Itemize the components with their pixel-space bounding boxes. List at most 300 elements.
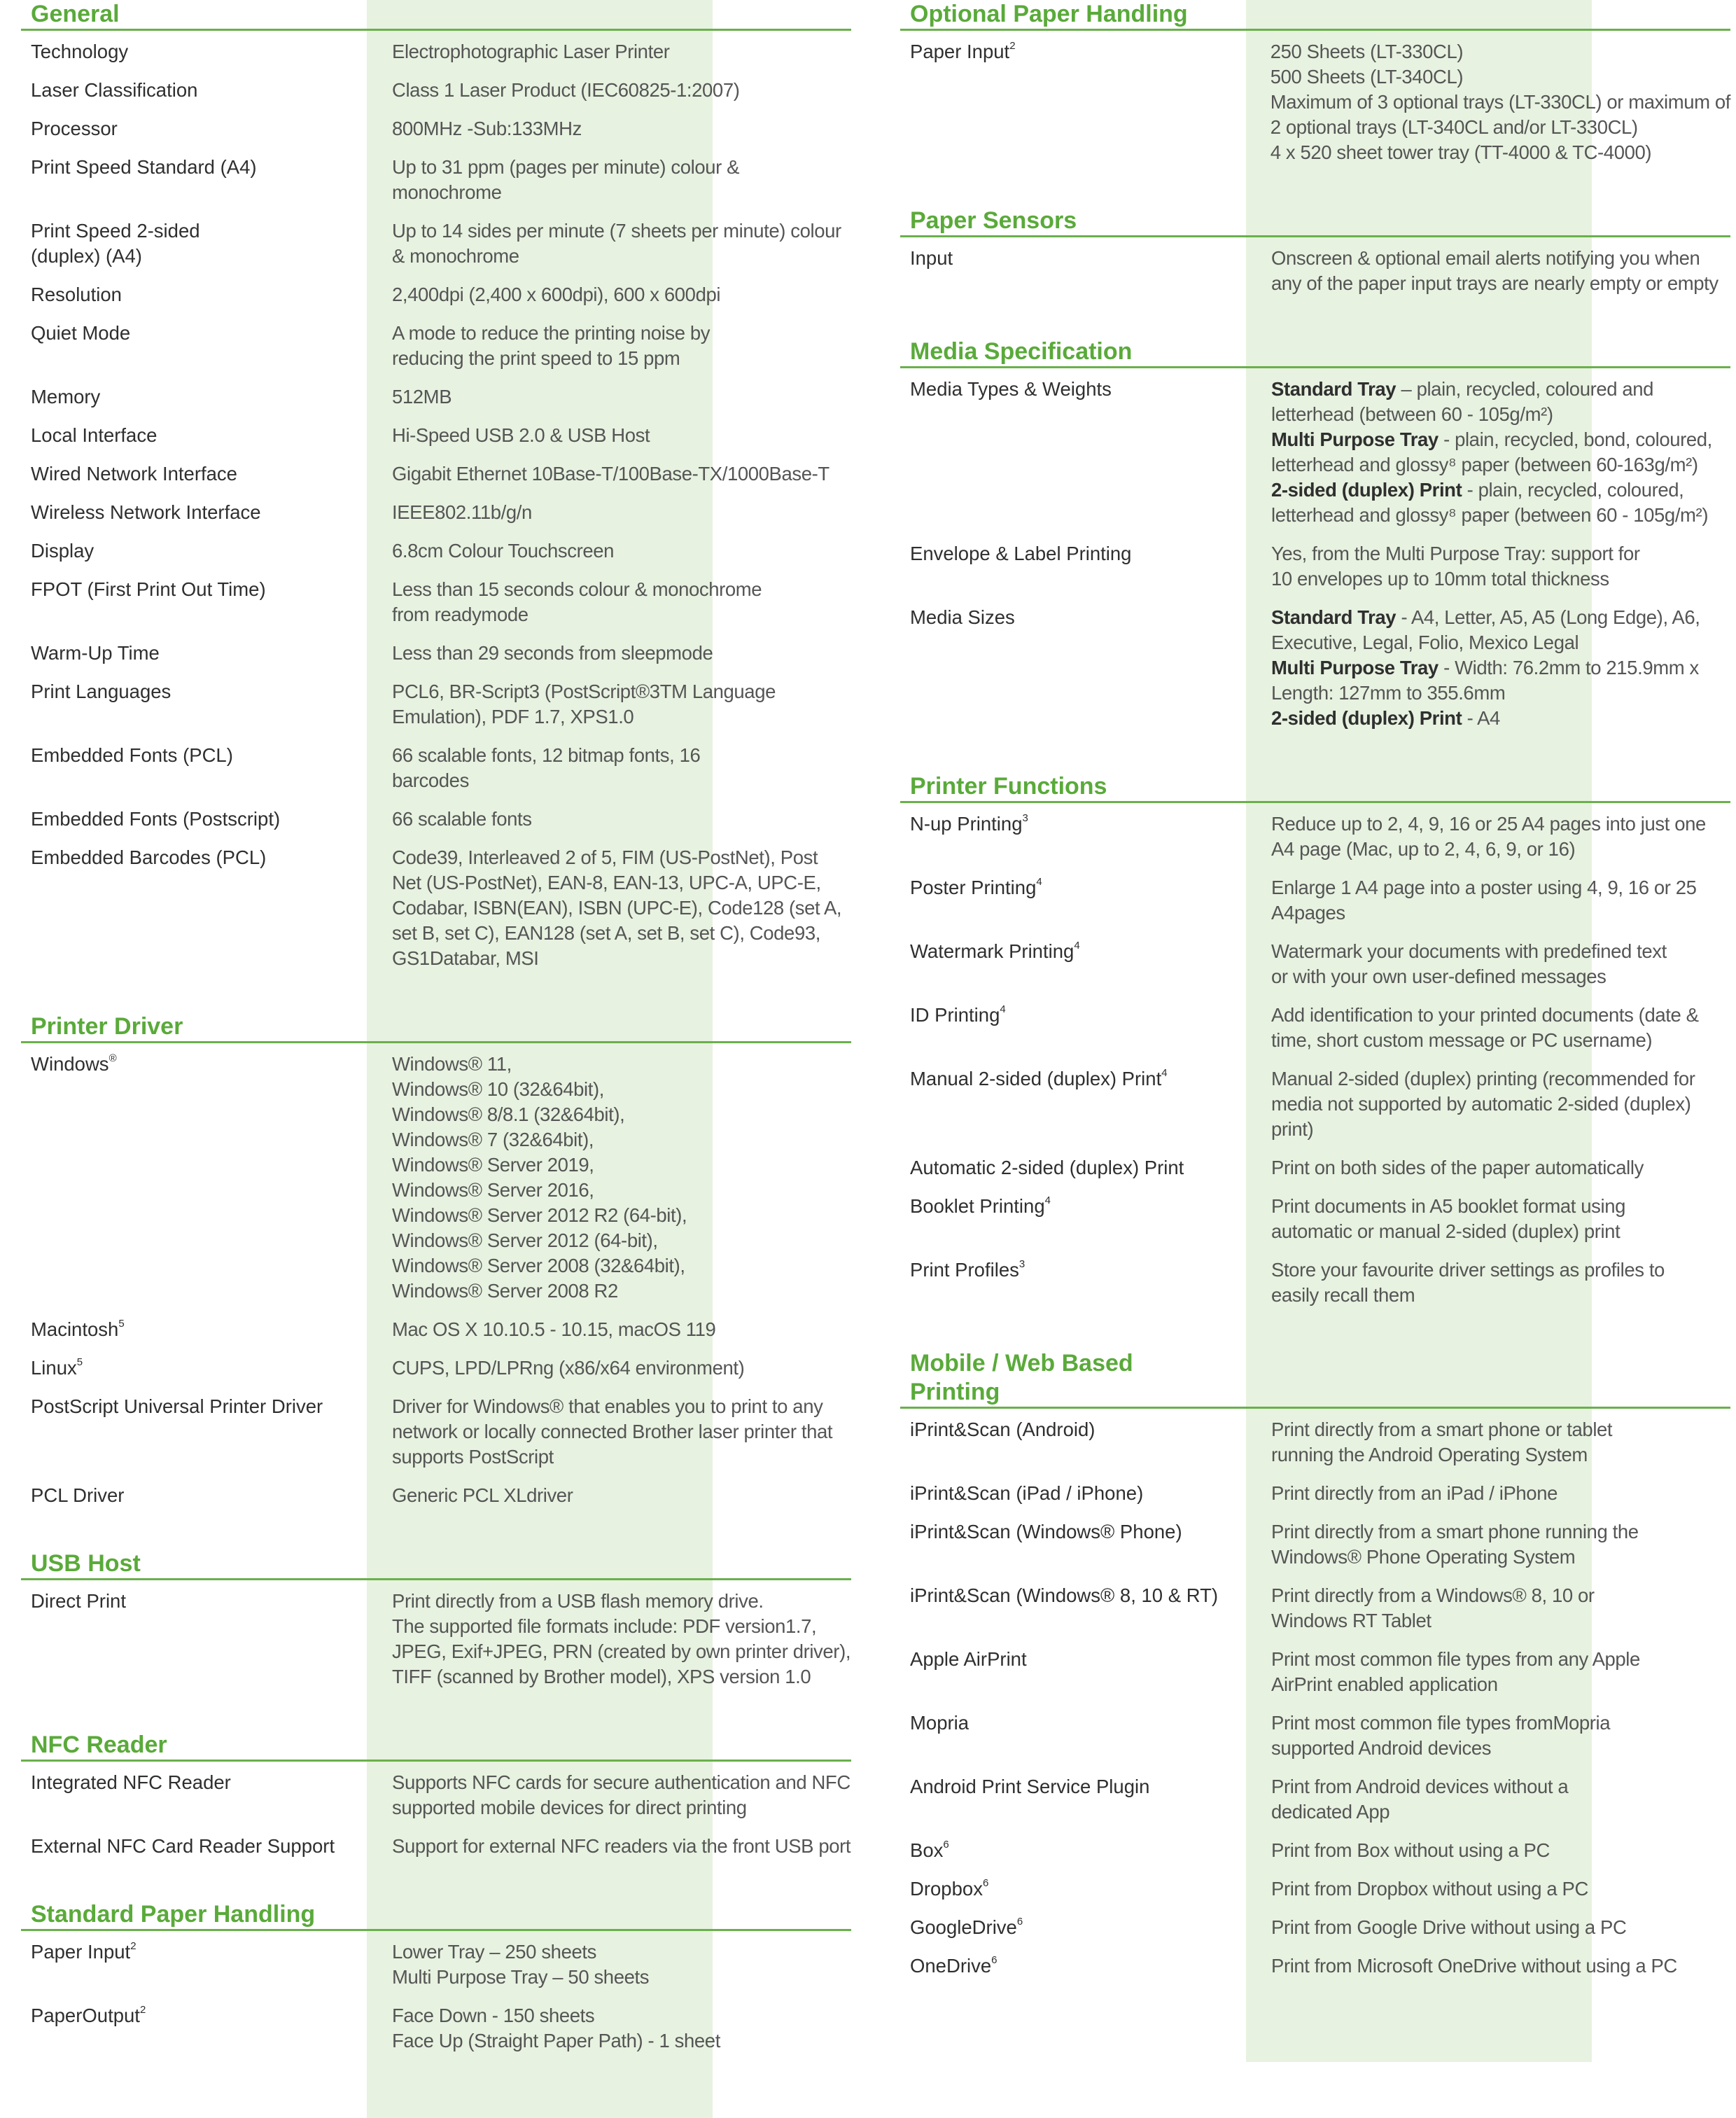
spec-label-text: iPrint&Scan (Windows® Phone) [910,1521,1182,1542]
spec-label [900,1711,1250,1761]
spec-label [21,1052,371,1304]
spec-label-text: ID Printing [910,1004,1000,1026]
spec-row [21,384,851,423]
spec-value-line: Up to 14 sides per minute (7 sheets per minute) colour [392,220,841,242]
spec-value [371,423,851,448]
spec-value-line: time, short custom message or PC username) [1271,1029,1653,1051]
spec-value [371,679,851,730]
spec-value-line: GS1Databar, MSI [392,947,539,969]
footnote-marker: 5 [118,1318,125,1330]
spec-row [900,39,1730,179]
section-nfc-reader [21,1731,851,1872]
section-rows [900,1409,1730,1992]
section-title-line: Printer Driver [31,1013,183,1040]
spec-label-text: Poster Printing [910,877,1037,898]
spec-label-text: Memory [31,386,101,407]
spec-value-text: - plain, recycled, bond, coloured, [1438,429,1712,450]
spec-value [371,807,851,832]
section-title [910,337,1132,366]
spec-value [371,1356,851,1381]
spec-value-text: Executive, Legal, Folio, Mexico Legal [1271,632,1579,653]
section-title [910,772,1107,801]
spec-value-line [1271,478,1730,503]
spec-value-line: set B, set C), EAN128 (set A, set B, set C), Code93, [392,922,820,944]
spec-row [900,1194,1730,1257]
spec-value-line: Store your favourite driver settings as profiles to [1271,1259,1665,1281]
spec-value-line: Lower Tray – 250 sheets [392,1941,596,1963]
spec-row [900,1519,1730,1583]
spec-value [1250,377,1730,528]
spec-value-line: automatic or manual 2-sided (duplex) print [1271,1220,1620,1242]
spec-value-line: Multi Purpose Tray – 50 sheets [392,1966,650,1988]
spec-label [21,500,371,525]
spec-value-line: barcodes [392,769,469,791]
spec-value-emphasis: Standard Tray [1271,606,1396,628]
spec-label-text: Media Types & Weights [910,378,1112,400]
spec-row [900,1915,1730,1953]
spec-value-line: Maximum of 3 optional trays (LT-330CL) or maximum of [1270,91,1730,113]
spec-value-line: Windows RT Tablet [1271,1610,1432,1631]
spec-value-line: JPEG, Exif+JPEG, PRN (created by own printer driver), [392,1640,851,1662]
spec-label-text: Print Speed 2-sided [31,220,200,242]
spec-label [900,377,1250,528]
spec-label [21,1834,371,1859]
spec-value [371,39,851,64]
spec-value-line [1271,402,1730,427]
spec-label-text: Media Sizes [910,606,1015,628]
spec-value-line: Code39, Interleaved 2 of 5, FIM (US-PostNet), Post [392,846,818,868]
section-heading [900,1349,1730,1409]
spec-label [21,2003,371,2054]
spec-value-text: – plain, recycled, coloured and [1396,378,1654,400]
section-title [31,1012,183,1041]
spec-value [371,218,851,269]
spec-row [900,1583,1730,1647]
section-title [910,0,1188,29]
section-title [910,1349,1133,1407]
spec-row [21,321,851,384]
spec-value-line: Less than 15 seconds colour & monochrome [392,578,762,600]
spec-row [21,1052,851,1317]
section-title-line: Optional Paper Handling [910,1,1188,27]
spec-label-text: Dropbox [910,1878,983,1900]
spec-value [1250,1876,1730,1902]
footnote-marker: 5 [76,1356,83,1368]
section-title [31,1900,315,1929]
spec-value [371,743,851,793]
spec-value [1250,1194,1730,1244]
spec-value-line: from readymode [392,604,528,625]
spec-row [900,1257,1730,1321]
spec-value-line: 800MHz -Sub:133MHz [392,118,582,139]
spec-value [371,1317,851,1342]
spec-label-text: iPrint&Scan (Android) [910,1419,1096,1440]
section-title [31,1731,167,1760]
spec-label-text: (duplex) (A4) [31,245,142,267]
spec-value [1250,1417,1730,1468]
spec-value [1250,1583,1730,1633]
spec-label-text: Box [910,1839,944,1861]
section-heading [900,0,1730,31]
footnote-marker: 6 [982,1877,989,1889]
spec-label-text: Manual 2-sided (duplex) Print [910,1068,1162,1089]
spec-value [1250,1257,1730,1308]
spec-value-line: Mac OS X 10.10.5 - 10.15, macOS 119 [392,1318,716,1340]
spec-value-line: supported mobile devices for direct printing [392,1797,747,1818]
spec-value [371,1394,851,1470]
spec-value-text: - A4 [1462,707,1500,729]
footnote-marker: 4 [1000,1003,1006,1015]
spec-value-line: easily recall them [1271,1284,1415,1306]
spec-value [371,282,851,307]
spec-label [21,641,371,666]
section-standard-paper-handling [21,1900,851,2067]
spec-row [900,377,1730,541]
spec-label [21,1939,371,1990]
spec-value-line [1271,377,1730,402]
spec-label [900,1774,1250,1825]
section-title-line: Standard Paper Handling [31,1901,316,1928]
spec-value-line: Up to 31 ppm (pages per minute) colour & [392,156,740,178]
section-title-line: Printing [910,1379,1000,1405]
spec-value [371,461,851,487]
spec-label [900,1583,1250,1633]
footnote-marker: ® [108,1052,117,1064]
spec-row [900,1876,1730,1915]
spec-value-line: A4pages [1271,902,1345,924]
section-heading [21,1731,851,1762]
spec-value [1250,1066,1730,1142]
spec-label [900,875,1250,926]
spec-value-text: letterhead and glossy⁸ paper (between 60 - 105g/m²) [1271,504,1709,526]
spec-value [1250,1647,1730,1697]
spec-value-line: Net (US-PostNet), EAN-8, EAN-13, UPC-A, UPC-E, [392,872,821,893]
spec-row [21,807,851,845]
section-rows [21,31,851,984]
spec-row [900,1711,1730,1774]
footnote-marker: 3 [1018,1258,1026,1270]
spec-value-line: Yes, from the Multi Purpose Tray: support for [1271,543,1640,564]
spec-value-line: Windows® 10 (32&64bit), [392,1078,605,1100]
spec-value-line: Windows® 7 (32&64bit), [392,1129,594,1150]
footnote-marker: 2 [130,1940,136,1952]
spec-value-line: 500 Sheets (LT-340CL) [1270,66,1464,88]
spec-label-text: Technology [31,41,129,62]
spec-label [900,1838,1250,1863]
spec-value [371,384,851,410]
spec-value-line: 66 scalable fonts [392,808,532,830]
spec-value-line: Generic PCL XLdriver [392,1484,573,1506]
spec-row [900,1838,1730,1876]
spec-value-line: Print on both sides of the paper automatically [1271,1157,1644,1178]
footnote-marker: 6 [943,1839,949,1851]
spec-value [1250,1953,1730,1979]
spec-label [21,743,371,793]
spec-value-line: CUPS, LPD/LPRng (x86/x64 environment) [392,1357,745,1379]
spec-row [21,78,851,116]
spec-label [900,541,1250,592]
spec-value-line: Print directly from a smart phone or tablet [1271,1419,1613,1440]
footnote-marker: 6 [991,1954,997,1966]
section-printer-functions [900,772,1730,1321]
spec-value [371,1939,851,1990]
spec-label [21,1394,371,1470]
spec-value [1250,246,1730,296]
spec-value-text: letterhead and glossy⁸ paper (between 60-163g/m²) [1271,454,1698,475]
spec-label-text: N-up Printing [910,813,1023,835]
spec-label-text: Windows [31,1053,109,1075]
section-rows [21,1580,851,1703]
spec-value-line: supports PostScript [392,1446,554,1468]
section-title-line: NFC Reader [31,1732,167,1758]
spec-value-line: 250 Sheets (LT-330CL) [1270,41,1464,62]
spec-value-line: Electrophotographic Laser Printer [392,41,670,62]
spec-row [21,743,851,807]
spec-value-line: 10 envelopes up to 10mm total thickness [1271,568,1609,590]
spec-value [1250,1774,1730,1825]
right-sections [900,0,1730,1992]
spec-value [371,577,851,627]
spec-label-text: Paper Input [910,41,1010,62]
section-rows [21,1043,851,1521]
spec-row [900,541,1730,605]
spec-label [900,939,1250,989]
spec-label-text: External NFC Card Reader Support [31,1835,335,1857]
spec-value-emphasis: Standard Tray [1271,378,1396,400]
spec-row [21,1317,851,1356]
section-paper-sensors [900,207,1730,309]
spec-value-line: Gigabit Ethernet 10Base-T/100Base-TX/1000Base-T [392,463,830,485]
spec-value-line: Reduce up to 2, 4, 9, 16 or 25 A4 pages into just one [1271,813,1706,835]
spec-value [371,1770,851,1820]
spec-row [21,423,851,461]
spec-label-text: Booklet Printing [910,1195,1045,1217]
spec-value-line [1271,452,1730,478]
footnote-marker: 4 [1044,1194,1051,1206]
spec-value-text: - A4, Letter, A5, A5 (Long Edge), A6, [1396,606,1700,628]
spec-value-line: Print from Android devices without a [1271,1776,1569,1797]
spec-value-line: reducing the print speed to 15 ppm [392,347,680,369]
spec-row [21,577,851,641]
spec-value [371,1483,851,1508]
spec-row [21,679,851,743]
spec-value [1250,1711,1730,1761]
left-sections [21,0,851,2067]
spec-label-text: iPrint&Scan (iPad / iPhone) [910,1482,1144,1504]
spec-value [371,116,851,141]
spec-label [900,605,1250,731]
spec-label-text: Quiet Mode [31,322,131,344]
spec-label [21,1589,371,1689]
spec-label-text: Embedded Barcodes (PCL) [31,846,267,868]
spec-label-text: Processor [31,118,118,139]
spec-row [21,1356,851,1394]
spec-row [21,218,851,282]
section-title-line: Mobile / Web Based [910,1350,1133,1377]
spec-label-text: Wireless Network Interface [31,501,261,523]
section-heading [21,1012,851,1043]
spec-label-text: Local Interface [31,424,158,446]
spec-label-text: Direct Print [31,1590,126,1612]
section-printer-driver [21,1012,851,1521]
spec-value-line: supported Android devices [1271,1737,1492,1759]
section-title-line: Paper Sensors [910,207,1077,234]
spec-row [21,116,851,155]
section-usb-host [21,1549,851,1703]
spec-label-text: Watermark Printing [910,940,1074,962]
spec-row [21,641,851,679]
spec-value-line: Print directly from a USB flash memory drive. [392,1590,764,1612]
spec-value-text: - plain, recycled, coloured, [1462,479,1684,501]
spec-value-emphasis: 2-sided (duplex) Print [1271,707,1462,729]
spec-label-text: Input [910,247,953,269]
spec-row [900,1066,1730,1155]
spec-value-line: Hi-Speed USB 2.0 & USB Host [392,424,650,446]
spec-value-line: dedicated App [1271,1801,1390,1823]
spec-value [1250,875,1730,926]
spec-label [21,39,371,64]
section-rows [21,1931,851,2067]
section-title-line: Media Specification [910,338,1133,365]
spec-value-line [1271,427,1730,452]
spec-row [900,811,1730,875]
spec-value [1250,39,1730,165]
spec-label [21,845,371,971]
spec-label-text: Automatic 2-sided (duplex) Print [910,1157,1184,1178]
section-general [21,0,851,984]
right-column [900,0,1730,1992]
spec-label-text: Macintosh [31,1318,119,1340]
spec-row [900,875,1730,939]
spec-label-text: Display [31,540,94,562]
spec-value-line [1271,630,1730,655]
spec-label [21,155,371,205]
section-title-line: General [31,1,120,27]
spec-label [21,321,371,371]
spec-row [900,1417,1730,1481]
spec-row [21,1483,851,1521]
spec-label [21,1483,371,1508]
spec-label [21,423,371,448]
spec-value-line: Print from Box without using a PC [1271,1839,1550,1861]
spec-label-text: Android Print Service Plugin [910,1776,1150,1797]
section-title [910,207,1077,235]
spec-label [900,1481,1250,1506]
spec-value-line: A mode to reduce the printing noise by [392,322,710,344]
spec-value-line: The supported file formats include: PDF version1.7, [392,1615,817,1637]
spec-label-text: Resolution [31,284,122,305]
footnote-marker: 2 [139,2004,146,2016]
spec-value [371,1834,851,1859]
spec-value-line [1271,503,1730,528]
spec-value-line: Support for external NFC readers via the front USB port [392,1835,851,1857]
spec-row [900,1481,1730,1519]
spec-value-line: Windows® 11, [392,1053,512,1075]
spec-label-text: Integrated NFC Reader [31,1771,231,1793]
spec-row [900,1155,1730,1194]
spec-value-line: Manual 2-sided (duplex) printing (recommended for [1271,1068,1695,1089]
spec-value-line: 2 optional trays (LT-340CL and/or LT-330CL) [1270,116,1638,138]
spec-value-line: Print most common file types fromMopria [1271,1712,1611,1734]
spec-value-text: letterhead (between 60 - 105g/m²) [1271,403,1553,425]
spec-label [21,1317,371,1342]
spec-label-text: OneDrive [910,1955,992,1977]
spec-value-emphasis: Multi Purpose Tray [1271,657,1438,678]
spec-row [21,1394,851,1483]
spec-label [900,811,1250,862]
spec-label-text: iPrint&Scan (Windows® 8, 10 & RT) [910,1584,1219,1606]
spec-value-line: 6.8cm Colour Touchscreen [392,540,615,562]
spec-value [371,845,851,971]
spec-row [900,1647,1730,1711]
spec-row [21,500,851,538]
spec-label [900,1519,1250,1570]
spec-label [900,1003,1250,1053]
spec-row [900,605,1730,744]
spec-value [1250,939,1730,989]
spec-value-emphasis: Multi Purpose Tray [1271,429,1438,450]
spec-value-line: AirPrint enabled application [1271,1673,1498,1695]
spec-value [371,321,851,371]
spec-value-line: media not supported by automatic 2-sided (duplex) [1271,1093,1691,1115]
spec-value-line: Windows® Server 2019, [392,1154,594,1176]
spec-value-line: IEEE802.11b/g/n [392,501,532,523]
spec-row [900,246,1730,309]
spec-value-line: Print most common file types from any Apple [1271,1648,1640,1670]
spec-label [21,78,371,103]
spec-label-text: FPOT (First Print Out Time) [31,578,266,600]
section-rows [900,368,1730,744]
spec-label [21,1770,371,1820]
footnote-marker: 4 [1161,1067,1168,1079]
spec-value-line: & monochrome [392,245,519,267]
section-rows [900,31,1730,179]
spec-row [21,538,851,577]
spec-label [21,218,371,269]
section-heading [21,0,851,31]
spec-value-line: Print from Google Drive without using a PC [1271,1916,1627,1938]
spec-label-text: Embedded Fonts (PCL) [31,744,233,766]
spec-value-line: running the Android Operating System [1271,1444,1588,1465]
spec-value-line: Print from Dropbox without using a PC [1271,1878,1588,1900]
spec-label-text: Print Languages [31,681,172,702]
spec-label-text: Mopria [910,1712,969,1734]
section-rows [900,237,1730,309]
spec-label-text: PaperOutput [31,2005,140,2026]
spec-label-text: Warm-Up Time [31,642,160,664]
spec-value-line: Windows® Server 2012 R2 (64-bit), [392,1204,687,1226]
spec-value-line: or with your own user-defined messages [1271,966,1606,987]
spec-label [900,1915,1250,1940]
spec-value-line: Add identification to your printed documents (date & [1271,1004,1699,1026]
spec-value-line: Emulation), PDF 1.7, XPS1.0 [392,706,634,727]
spec-value [1250,1155,1730,1180]
spec-label-text: Linux [31,1357,77,1379]
spec-label [21,116,371,141]
left-column [21,0,851,2067]
spec-value [371,155,851,205]
spec-value-line: Codabar, ISBN(EAN), ISBN (UPC-E), Code128 (set A, [392,897,842,919]
spec-value [1250,811,1730,862]
spec-value-line: 512MB [392,386,452,407]
spec-label [21,807,371,832]
spec-value [371,538,851,564]
spec-value-line: Windows® Server 2008 (32&64bit), [392,1255,685,1276]
spec-value-line: Print from Microsoft OneDrive without using a PC [1271,1955,1677,1977]
spec-label [21,679,371,730]
spec-label [900,1066,1250,1142]
spec-value-line: Face Up (Straight Paper Path) - 1 sheet [392,2030,720,2051]
